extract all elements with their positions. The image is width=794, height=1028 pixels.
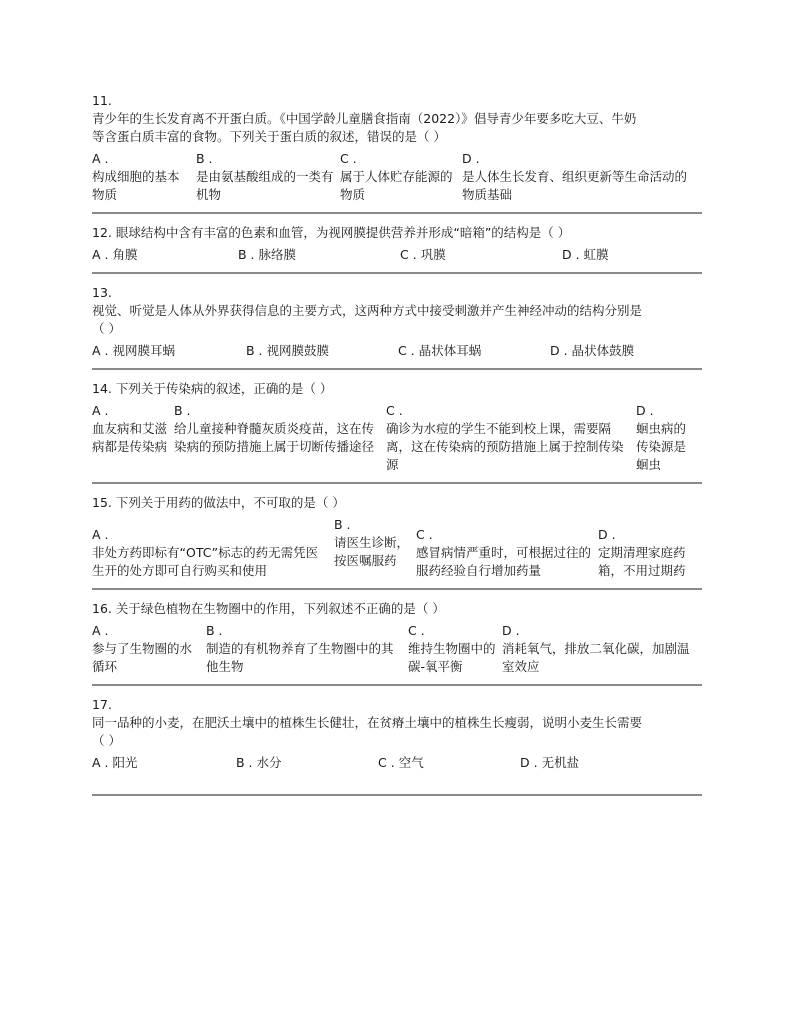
option-c[interactable]: C . 维持生物圈中的碳-氧平衡 (408, 623, 496, 674)
question-text: 15. 下列关于用药的做法中，不可取的是（ ） (92, 495, 345, 510)
option-a[interactable]: A . 非处方药即标有“OTC”标志的药无需凭医生开的处方即可自行购买和使用 (92, 527, 319, 578)
options (92, 402, 702, 474)
option-b[interactable]: B . 水分 (236, 755, 282, 770)
option-d[interactable]: D . 无机盐 (520, 755, 580, 770)
option-a[interactable]: A . 视网膜耳蜗 (92, 343, 176, 358)
question-stem (92, 494, 702, 512)
question-16 (92, 600, 702, 684)
question-text: 同一品种的小麦，在肥沃土壤中的植株生长健壮，在贫瘠土壤中的植株生长瘦弱，说明小麦生长需要 (92, 715, 643, 730)
option-d[interactable]: D . 蛔虫病的传染源是蛔虫 (636, 403, 687, 472)
option-c[interactable]: C . 感冒病情严重时，可根据过往的服药经验自行增加药量 (416, 527, 592, 578)
question-text: 14. 下列关于传染病的叙述，正确的是（ ） (92, 381, 333, 396)
divider (92, 212, 702, 214)
question-text: （ ） (92, 321, 121, 336)
options (92, 516, 702, 580)
option-b[interactable]: B . 视网膜鼓膜 (246, 343, 330, 358)
option-a[interactable]: A . 参与了生物圈的水循环 (92, 623, 193, 674)
divider (92, 588, 702, 590)
divider (92, 482, 702, 484)
question-11 (92, 92, 702, 212)
question-number: 13. (92, 285, 112, 300)
question-14 (92, 380, 702, 482)
question-stem (92, 600, 702, 618)
question-15 (92, 494, 702, 588)
option-d[interactable]: D . 虹膜 (562, 247, 609, 262)
question-text: 16. 关于绿色植物在生物圈中的作用，下列叙述不正确的是（ ） (92, 601, 445, 616)
option-a[interactable]: A . 阳光 (92, 755, 138, 770)
option-b[interactable]: B . 是由氨基酸组成的一类有机物 (196, 151, 334, 202)
option-b[interactable]: B . 制造的有机物养育了生物圈中的其他生物 (206, 623, 394, 674)
option-c[interactable]: C . 空气 (378, 755, 424, 770)
option-d[interactable]: D . 消耗氧气，排放二氧化碳，加剧温室效应 (502, 623, 690, 674)
question-12 (92, 224, 702, 272)
option-a[interactable]: A . 构成细胞的基本物质 (92, 151, 180, 202)
question-stem (92, 284, 702, 338)
question-number: 17. (92, 697, 112, 712)
question-text: （ ） (92, 733, 121, 748)
exam-page (92, 92, 702, 806)
question-stem (92, 224, 702, 242)
option-d[interactable]: D . 晶状体鼓膜 (550, 343, 635, 358)
option-c[interactable]: C . 晶状体耳蜗 (398, 343, 482, 358)
options (92, 754, 702, 772)
options (92, 246, 702, 264)
option-c[interactable]: C . 巩膜 (400, 247, 446, 262)
option-a[interactable]: A . 角膜 (92, 247, 138, 262)
option-c[interactable]: C . 属于人体贮存能源的物质 (340, 151, 453, 202)
question-stem (92, 92, 702, 146)
options (92, 342, 702, 360)
options (92, 150, 702, 204)
question-text: 12. 眼球结构中含有丰富的色素和血管，为视网膜提供营养并形成“暗箱”的结构是（ ） (92, 225, 571, 240)
option-a[interactable]: A . 血友病和艾滋病都是传染病 (92, 403, 168, 454)
option-b[interactable]: B . 给儿童接种脊髓灰质炎疫苗，这在传染病的预防措施上属于切断传播途径 (174, 403, 375, 454)
option-b[interactable]: B . 脉络膜 (238, 247, 297, 262)
option-b[interactable]: B . 请医生诊断，按医嘱服药 (334, 517, 410, 568)
options (92, 622, 702, 676)
divider (92, 368, 702, 370)
question-text: 青少年的生长发育离不开蛋白质。《中国学龄儿童膳食指南（2022）》倡导青少年要多吃大豆、牛奶 (92, 111, 637, 126)
divider (92, 272, 702, 274)
option-d[interactable]: D . 定期清理家庭药箱，不用过期药 (598, 527, 686, 578)
divider (92, 684, 702, 686)
question-number: 11. (92, 93, 112, 108)
option-c[interactable]: C . 确诊为水痘的学生不能到校上课，需要隔离，这在传染病的预防措施上属于控制传染源 (386, 403, 624, 472)
question-17 (92, 696, 702, 780)
option-d[interactable]: D . 是人体生长发育、组织更新等生命活动的物质基础 (462, 151, 688, 202)
question-text: 视觉、听觉是人体从外界获得信息的主要方式，这两种方式中接受刺激并产生神经冲动的结构分别是 (92, 303, 643, 318)
question-stem (92, 380, 702, 398)
divider (92, 794, 702, 796)
question-stem (92, 696, 702, 750)
question-13 (92, 284, 702, 368)
question-text: 等含蛋白质丰富的食物。下列关于蛋白质的叙述，错误的是（ ） (92, 129, 446, 144)
